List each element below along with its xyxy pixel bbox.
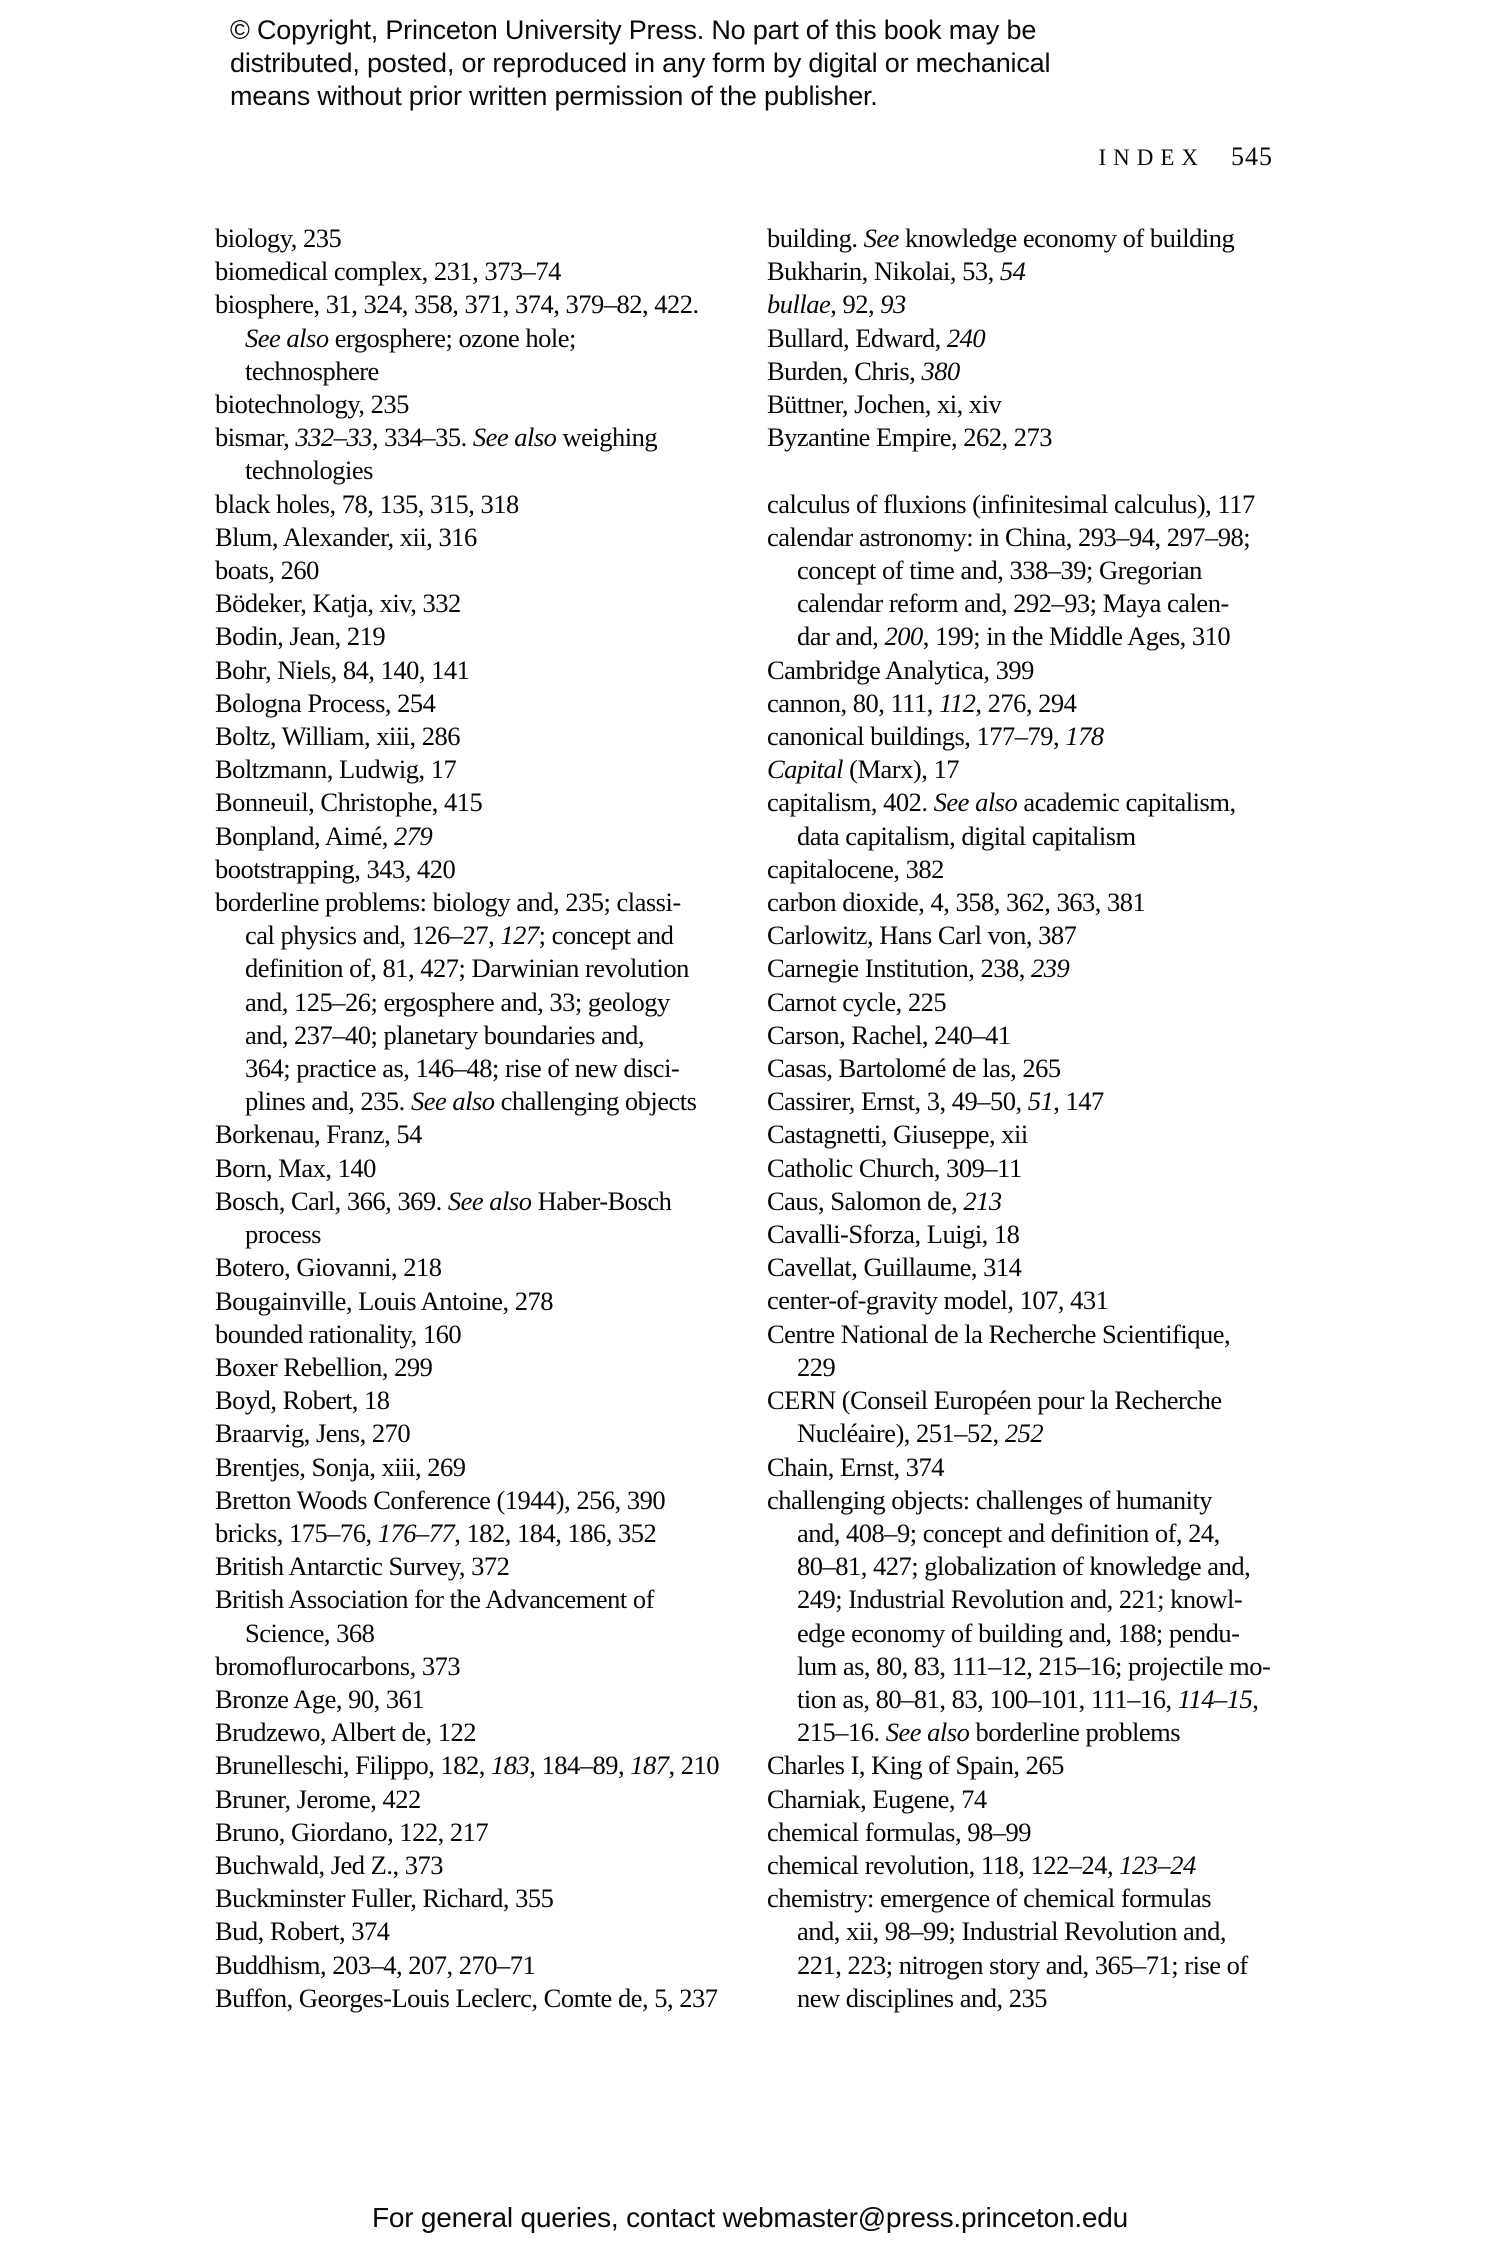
index-entry: [215, 853, 767, 886]
index-column-right: [767, 222, 1319, 2015]
index-entry-first-line: Bruno, Giordano, 122, 217: [215, 1816, 489, 1847]
index-entry-first-line: biology, 235: [215, 223, 342, 253]
index-entry: [215, 1783, 767, 1816]
index-entry-first-line: British Association for the Advancement of: [215, 1584, 654, 1615]
index-entry-continuation-line: and, xii, 98–99; Industrial Revolution and,: [797, 1916, 1226, 1947]
index-entry-first-line: Born, Max, 140: [215, 1152, 376, 1183]
index-entry-first-line: calculus of fluxions (infinitesimal calculus), 117: [767, 488, 1255, 519]
index-entry: [767, 952, 1319, 985]
index-entry-continuation-line: plines and, 235. See also challenging objects: [245, 1086, 697, 1117]
index-entry-first-line: biomedical complex, 231, 373–74: [215, 256, 561, 287]
index-entry: [767, 786, 1319, 852]
index-entry-continuation-line: dar and, 200, 199; in the Middle Ages, 310: [797, 621, 1231, 652]
index-entry-first-line: Cavalli-Sforza, Luigi, 18: [767, 1219, 1020, 1250]
index-entry: [215, 1683, 767, 1716]
index-entry-first-line: Büttner, Jochen, xi, xiv: [767, 389, 1002, 420]
copyright-line: means without prior written permission of the publisher.: [230, 81, 878, 111]
index-entry-first-line: capitalocene, 382: [767, 853, 944, 884]
index-entry: [215, 1882, 767, 1915]
index-entry-first-line: Buffon, Georges-Louis Leclerc, Comte de, 5, 237: [215, 1982, 718, 2013]
index-entry: [215, 1417, 767, 1450]
index-entry-first-line: Brudzewo, Albert de, 122: [215, 1717, 477, 1748]
footer-text: For general queries, contact: [371, 2202, 723, 2233]
index-entry: [215, 1351, 767, 1384]
index-entry-continuation-line: process: [245, 1219, 321, 1250]
index-entry-first-line: Bullard, Edward, 240: [767, 322, 986, 353]
index-entry-first-line: Bougainville, Louis Antoine, 278: [215, 1285, 554, 1316]
index-heading: INDEX: [1098, 145, 1205, 170]
index-entry: [767, 421, 1319, 454]
index-entry: [767, 222, 1319, 255]
index-entry: [215, 620, 767, 653]
index-entry-first-line: challenging objects: challenges of humanity: [767, 1484, 1213, 1515]
index-entry-first-line: black holes, 78, 135, 315, 318: [215, 488, 519, 519]
index-entry-first-line: chemical formulas, 98–99: [767, 1816, 1031, 1847]
index-entry-continuation-line: new disciplines and, 235: [797, 1982, 1048, 2013]
index-entry: [215, 1982, 767, 2015]
index-column-left: [215, 222, 767, 2015]
index-entry-continuation-line: definition of, 81, 427; Darwinian revolution: [245, 953, 689, 984]
index-entry: [215, 1550, 767, 1583]
index-entry: [767, 687, 1319, 720]
index-entry: [767, 1019, 1319, 1052]
index-entry-first-line: bismar, 332–33, 334–35. See also weighing: [215, 422, 658, 453]
index-entry: [215, 1517, 767, 1550]
index-entry: [767, 1118, 1319, 1151]
index-entry: [215, 1384, 767, 1417]
index-entry-first-line: Caus, Salomon de, 213: [767, 1185, 1002, 1216]
index-entry: [215, 1749, 767, 1782]
index-entry-continuation-line: See also ergosphere; ozone hole;: [245, 322, 576, 353]
index-entry: [215, 587, 767, 620]
copyright-line: distributed, posted, or reproduced in any form by digital or mechanical: [230, 48, 1051, 78]
index-entry: [215, 687, 767, 720]
index-entry: [215, 753, 767, 786]
index-entry-first-line: Boltz, William, xiii, 286: [215, 721, 461, 752]
index-entry-first-line: Blum, Alexander, xii, 316: [215, 521, 477, 552]
index-entry: [767, 853, 1319, 886]
copyright-line: © Copyright, Princeton University Press. No part of this book may be: [230, 15, 1037, 45]
index-entry-continuation-line: cal physics and, 126–27, 127; concept and: [245, 920, 674, 951]
index-entry: [767, 654, 1319, 687]
index-entry-continuation-line: 229: [797, 1351, 836, 1382]
index-entry: [215, 1285, 767, 1318]
index-entry-first-line: bricks, 175–76, 176–77, 182, 184, 186, 352: [215, 1517, 657, 1548]
index-entry: [215, 1716, 767, 1749]
index-entry-continuation-line: data capitalism, digital capitalism: [797, 820, 1136, 851]
index-entry-first-line: Byzantine Empire, 262, 273: [767, 422, 1053, 453]
index-entry: [215, 421, 767, 487]
index-entry-continuation-line: 215–16. See also borderline problems: [797, 1717, 1181, 1748]
index-entry-first-line: Boyd, Robert, 18: [215, 1385, 390, 1416]
index-entry: [767, 1284, 1319, 1317]
index-entry-first-line: Bretton Woods Conference (1944), 256, 390: [215, 1484, 666, 1515]
index-entry: [215, 388, 767, 421]
index-entry-first-line: bounded rationality, 160: [215, 1318, 462, 1349]
index-entry: [767, 1318, 1319, 1384]
index-entry-first-line: chemistry: emergence of chemical formulas: [767, 1883, 1212, 1914]
index-entry-first-line: Boxer Rebellion, 299: [215, 1351, 433, 1382]
index-entry: [767, 388, 1319, 421]
index-entry: [215, 1484, 767, 1517]
index-entry-first-line: Bud, Robert, 374: [215, 1916, 390, 1947]
index-entry: [767, 521, 1319, 654]
index-entry: [215, 1849, 767, 1882]
index-entry-continuation-line: 221, 223; nitrogen story and, 365–71; rise of: [797, 1949, 1248, 1980]
index-entry: [767, 1218, 1319, 1251]
index-entry-continuation-line: edge economy of building and, 188; pendu-: [797, 1617, 1240, 1648]
index-entry: [215, 1118, 767, 1151]
index-entry-first-line: Carnot cycle, 225: [767, 986, 947, 1017]
index-entry-continuation-line: concept of time and, 338–39; Gregorian: [797, 555, 1202, 586]
index-entry-continuation-line: lum as, 80, 83, 111–12, 215–16; projectile mo-: [797, 1650, 1271, 1681]
index-entry: [767, 1451, 1319, 1484]
index-entry: [215, 886, 767, 1118]
index-entry-first-line: cannon, 80, 111, 112, 276, 294: [767, 687, 1077, 718]
index-entry: [767, 986, 1319, 1019]
index-entry-first-line: Burden, Chris, 380: [767, 355, 960, 386]
index-entry-first-line: bootstrapping, 343, 420: [215, 853, 456, 884]
index-entry-first-line: Brunelleschi, Filippo, 182, 183, 184–89, 187, 210: [215, 1750, 720, 1781]
index-entry-first-line: British Antarctic Survey, 372: [215, 1551, 510, 1582]
index-entry-first-line: Catholic Church, 309–11: [767, 1152, 1022, 1183]
index-entry-first-line: Charles I, King of Spain, 265: [767, 1750, 1064, 1781]
index-entry-first-line: Capital (Marx), 17: [767, 754, 959, 785]
index-entry-first-line: Bonneuil, Christophe, 415: [215, 787, 483, 818]
copyright-notice: [230, 14, 1050, 113]
index-entry-first-line: carbon dioxide, 4, 358, 362, 363, 381: [767, 887, 1146, 918]
index-entry: [767, 1816, 1319, 1849]
index-entry: [767, 322, 1319, 355]
index-entry: [767, 1251, 1319, 1284]
index-entry-first-line: Buchwald, Jed Z., 373: [215, 1849, 443, 1880]
index-entry: [215, 1185, 767, 1251]
index-entry: [767, 1484, 1319, 1750]
index-entry-first-line: Cavellat, Guillaume, 314: [767, 1252, 1022, 1283]
index-entry: [767, 355, 1319, 388]
running-head: [1098, 142, 1273, 172]
index-entry: [767, 886, 1319, 919]
index-entry: [767, 1152, 1319, 1185]
webmaster-email: webmaster@press.princeton.edu: [722, 2202, 1129, 2233]
index-entry: [767, 1882, 1319, 2015]
index-entry-continuation-line: technosphere: [245, 355, 379, 386]
index-entry-first-line: calendar astronomy: in China, 293–94, 297–98;: [767, 521, 1251, 552]
index-entry-first-line: Castagnetti, Giuseppe, xii: [767, 1119, 1028, 1150]
index-entry: [767, 288, 1319, 321]
index-entry-first-line: center-of-gravity model, 107, 431: [767, 1285, 1109, 1316]
index-entry: [215, 1949, 767, 1982]
index-entry-first-line: Bosch, Carl, 366, 369. See also Haber-Bosch: [215, 1185, 672, 1216]
index-entry: [215, 1915, 767, 1948]
index-entry-first-line: Braarvig, Jens, 270: [215, 1418, 411, 1449]
index-entry-first-line: Bukharin, Nikolai, 53, 54: [767, 256, 1026, 287]
index-entry-first-line: Boltzmann, Ludwig, 17: [215, 754, 457, 785]
index-entry-continuation-line: 249; Industrial Revolution and, 221; knowl-: [797, 1584, 1243, 1615]
index-entry-first-line: Borkenau, Franz, 54: [215, 1119, 422, 1150]
index-entry-first-line: Casas, Bartolomé de las, 265: [767, 1053, 1061, 1084]
index-entry-first-line: Carnegie Institution, 238, 239: [767, 953, 1070, 984]
index-entry-first-line: Buddhism, 203–4, 207, 270–71: [215, 1949, 536, 1980]
index-entry: [767, 720, 1319, 753]
index-entry-first-line: CERN (Conseil Européen pour la Recherche: [767, 1385, 1222, 1416]
index-entry: [767, 1052, 1319, 1085]
index-entry-first-line: Carson, Rachel, 240–41: [767, 1019, 1011, 1050]
index-entry: [215, 1152, 767, 1185]
index-entry: [215, 554, 767, 587]
index-entry-first-line: boats, 260: [215, 555, 319, 586]
index-entry: [215, 1650, 767, 1683]
index-entry: [767, 753, 1319, 786]
index-entry: [215, 1318, 767, 1351]
index-entry-continuation-line: Science, 368: [245, 1617, 375, 1648]
index-entry-first-line: Bodin, Jean, 219: [215, 621, 386, 652]
index-entry-continuation-line: and, 408–9; concept and definition of, 24,: [797, 1517, 1220, 1548]
index-entry-first-line: Carlowitz, Hans Carl von, 387: [767, 920, 1077, 951]
index-entry: [215, 1583, 767, 1649]
index-entry: [767, 1783, 1319, 1816]
index-entry: [215, 820, 767, 853]
index-entry-first-line: capitalism, 402. See also academic capitalism,: [767, 787, 1236, 818]
index-entry: [767, 1185, 1319, 1218]
index-entry: [215, 720, 767, 753]
index-entry-first-line: biotechnology, 235: [215, 389, 409, 420]
index-entry-continuation-line: and, 237–40; planetary boundaries and,: [245, 1019, 644, 1050]
index-entry: [767, 1849, 1319, 1882]
index-entry: [215, 654, 767, 687]
index-entry-first-line: Charniak, Eugene, 74: [767, 1783, 987, 1814]
index-entry: [215, 222, 767, 255]
index-entry: [767, 919, 1319, 952]
index-entry-first-line: Brentjes, Sonja, xiii, 269: [215, 1451, 466, 1482]
index-entry-first-line: building. See knowledge economy of building: [767, 223, 1235, 253]
index-entry-first-line: Bruner, Jerome, 422: [215, 1783, 421, 1814]
index-entry: [215, 488, 767, 521]
index-entry: [767, 488, 1319, 521]
index-entry-continuation-line: technologies: [245, 455, 373, 486]
index-entry-first-line: chemical revolution, 118, 122–24, 123–24: [767, 1849, 1196, 1880]
index-entry: [215, 1251, 767, 1284]
index-entry: [215, 255, 767, 288]
index-entry: [215, 786, 767, 819]
footer-query-line: [0, 2202, 1500, 2234]
index-entry-first-line: Centre National de la Recherche Scientifique,: [767, 1318, 1231, 1349]
index-entry: [767, 1384, 1319, 1450]
index-entry-first-line: Botero, Giovanni, 218: [215, 1252, 442, 1283]
index-entry-first-line: Bronze Age, 90, 361: [215, 1683, 425, 1714]
index-entry: [767, 1749, 1319, 1782]
index-entry: [215, 1451, 767, 1484]
index-entry: [215, 288, 767, 388]
index-entry-continuation-line: tion as, 80–81, 83, 100–101, 111–16, 114–15,: [797, 1683, 1259, 1714]
index-entry: [767, 1085, 1319, 1118]
index-entry-first-line: Cassirer, Ernst, 3, 49–50, 51, 147: [767, 1086, 1104, 1117]
index-entry: [767, 255, 1319, 288]
index-entry-first-line: Bohr, Niels, 84, 140, 141: [215, 654, 470, 685]
index-entry-continuation-line: and, 125–26; ergosphere and, 33; geology: [245, 986, 670, 1017]
index-entry-first-line: borderline problems: biology and, 235; classi-: [215, 887, 681, 918]
index-entry-continuation-line: 80–81, 427; globalization of knowledge and,: [797, 1551, 1251, 1582]
index-entry-continuation-line: Nucléaire), 251–52, 252: [797, 1418, 1044, 1449]
index-entry: [215, 1816, 767, 1849]
page-number: 545: [1231, 142, 1273, 171]
index-entry-first-line: Bödeker, Katja, xiv, 332: [215, 588, 461, 619]
index-entry-first-line: Buckminster Fuller, Richard, 355: [215, 1883, 554, 1914]
index-entry: [215, 521, 767, 554]
index-entry-first-line: biosphere, 31, 324, 358, 371, 374, 379–82, 422.: [215, 289, 699, 320]
index-entry-first-line: Bologna Process, 254: [215, 687, 436, 718]
index-entry-continuation-line: calendar reform and, 292–93; Maya calen-: [797, 588, 1229, 619]
index-entry-first-line: Cambridge Analytica, 399: [767, 654, 1034, 685]
index-entry-first-line: bullae, 92, 93: [767, 289, 906, 320]
index-entry-first-line: Chain, Ernst, 374: [767, 1451, 944, 1482]
index-entry-first-line: bromoflurocarbons, 373: [215, 1650, 461, 1681]
index-entry-first-line: canonical buildings, 177–79, 178: [767, 721, 1104, 752]
index-entry-continuation-line: 364; practice as, 146–48; rise of new disci-: [245, 1053, 680, 1084]
index-entry-first-line: Bonpland, Aimé, 279: [215, 820, 433, 851]
